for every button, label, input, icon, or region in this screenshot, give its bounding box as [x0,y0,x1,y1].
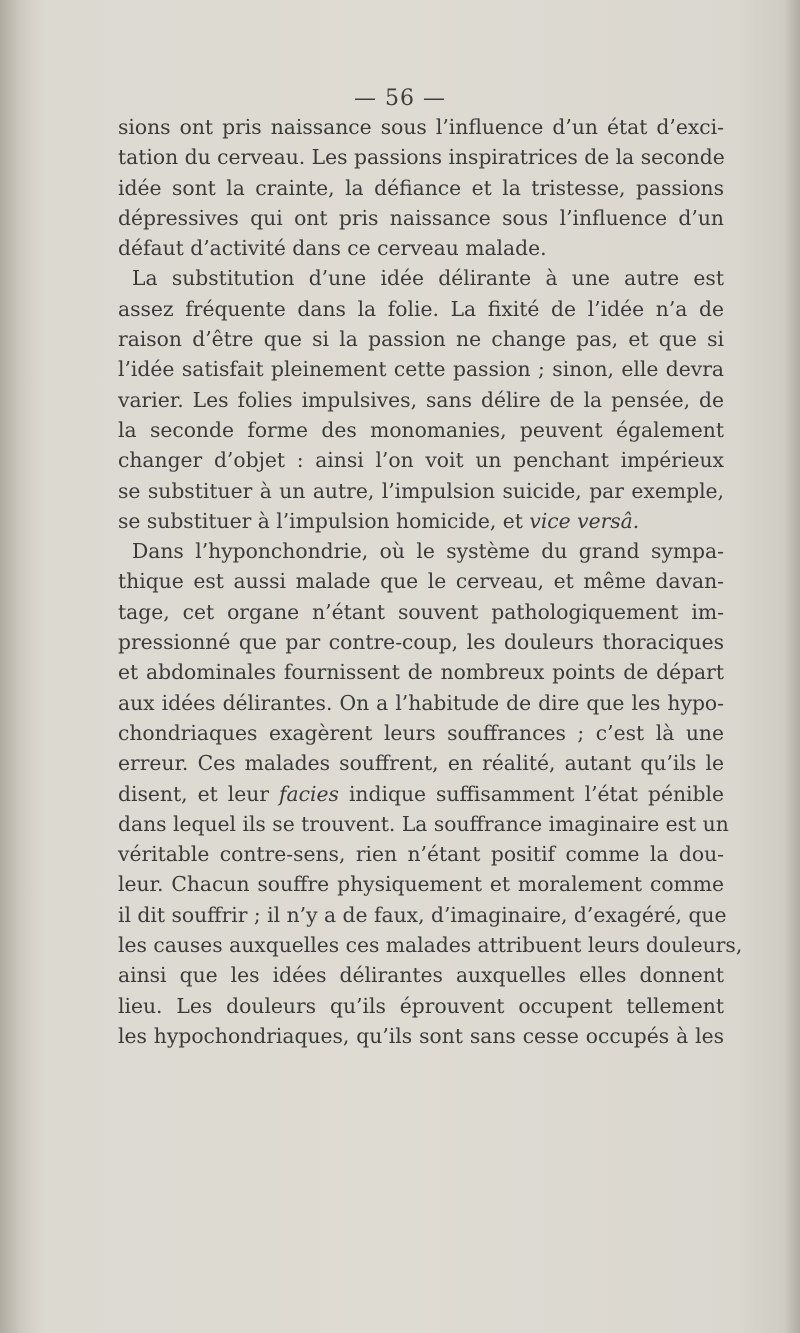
text-fragment: se substituer à l’impulsion homicide, et [118,508,530,533]
text-line: et abdominales fournissent de nombreux points de départ [118,660,724,685]
text-line: changer d’objet : ainsi l’on voit un penchant impérieux [118,448,724,473]
text-line: varier. Les folies impulsives, sans délire de la pensée, de [118,387,724,412]
text-line: assez fréquente dans la folie. La fixité de l’idée n’a de [118,296,724,321]
text-line [118,779,724,809]
text-line: se substituer à un autre, l’impulsion suicide, par exemple, [118,478,724,503]
text-line: les hypochondriaques, qu’ils sont sans cesse occupés à les [118,1023,724,1048]
text-line: erreur. Ces malades souffrent, en réalité, autant qu’ils le [118,751,724,776]
page-number: — 56 — [354,86,446,111]
italic-phrase: vice versâ. [529,508,640,533]
text-line: La substitution d’une idée délirante à une autre est [132,266,724,291]
italic-word: facies [279,781,339,806]
page-gutter-shadow [0,0,40,1333]
text-line: les causes auxquelles ces malades attribuent leurs douleurs, [118,933,743,958]
text-line: pressionné que par contre-coup, les douleurs thoraciques [118,630,724,655]
text-line: la seconde forme des monomanies, peuvent également [118,417,724,442]
text-line: il dit souffrir ; il n’y a de faux, d’imaginaire, d’exagéré, que [118,902,727,927]
text-line: sions ont pris naissance sous l’influence d’un état d’exci- [118,115,724,139]
text-line: défaut d’activité dans ce cerveau malade. [118,236,547,261]
text-line: leur. Chacun souffre physiquement et moralement comme [118,872,724,897]
text-line: véritable contre-sens, rien n’étant positif comme la dou- [118,842,724,867]
text-line: idée sont la crainte, la défiance et la tristesse, passions [118,175,724,200]
text-line: dépressives qui ont pris naissance sous l’influence d’un [118,205,724,230]
text-line: Dans l’hyponchondrie, où le système du grand sympa- [132,539,724,564]
text-line: l’idée satisfait pleinement cette passion ; sinon, elle devra [118,357,724,382]
text-line [118,506,724,536]
text-fragment: disent, et leur [118,781,280,806]
text-line: raison d’être que si la passion ne change pas, et que si [118,327,724,352]
text-line: tation du cerveau. Les passions inspiratrices de la seconde [118,145,725,170]
text-line: tage, cet organe n’étant souvent pathologiquement im- [118,599,724,624]
body-text [118,112,743,1051]
text-line: aux idées délirantes. On a l’habitude de dire que les hypo- [118,690,724,715]
text-line: dans lequel ils se trouvent. La souffrance imaginaire est un [118,811,729,836]
text-line: lieu. Les douleurs qu’ils éprouvent occupent tellement [118,993,724,1018]
page-edge-shadow [784,0,800,1333]
text-line: thique est aussi malade que le cerveau, et même davan- [118,569,724,594]
text-line: chondriaques exagèrent leurs souffrances ; c’est là une [118,720,724,745]
text-fragment: indique suffisamment l’état pénible [338,781,724,806]
text-line: ainsi que les idées délirantes auxquelles elles donnent [118,963,724,988]
